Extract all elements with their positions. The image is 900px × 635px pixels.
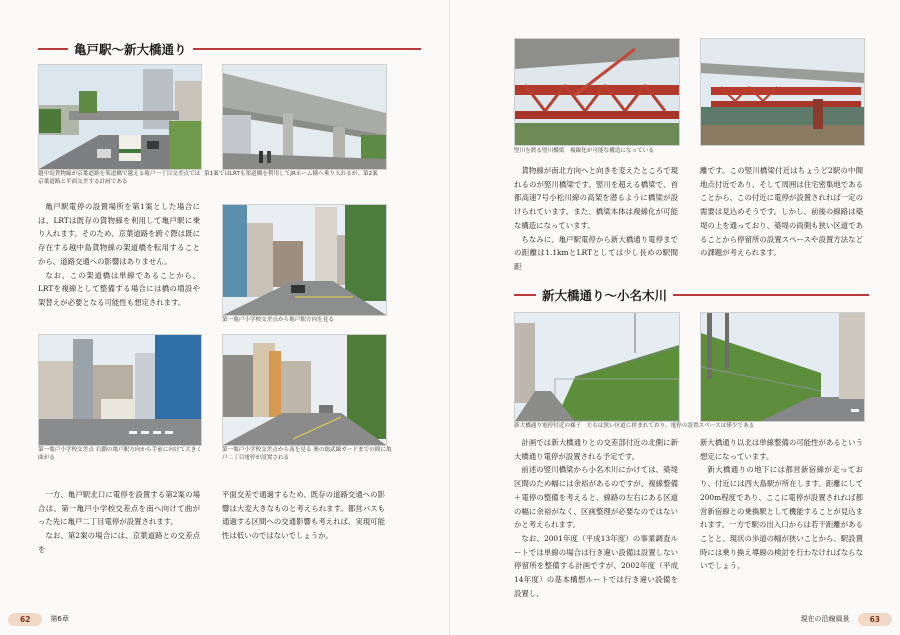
photo-school-intersection-south xyxy=(222,334,387,446)
chapter-label: 現在の沿線風景 xyxy=(800,615,850,623)
right-body-b xyxy=(700,164,863,260)
paragraph: 貨物線が南北方向へと向きを変えたところで現れるのが竪川橋梁です。竪川を超える橋梁で、首都高速7号小松川線の高架を潜るように橋梁が設けられています。また、橋梁本体は複線化が可能な構造になっています。 xyxy=(514,166,678,230)
paragraph: なお、この架道橋は単線であることから、LRTを複線として整備する場合には橋の増設や架替えが必要となる可能性も想定されます。 xyxy=(38,270,200,307)
left-section-title-text: 亀戸駅〜新大橋通り xyxy=(74,42,187,57)
paragraph: 新大橋通り以北は単線整備の可能性があるという想定になっています。 xyxy=(700,438,863,461)
paragraph: 一方、亀戸駅北口に電停を設置する第2案の場合は、第一亀戸小学校交差点を南へ向けて曲がった先に亀戸二丁目電停が設置されます。 xyxy=(38,490,200,527)
paragraph: なお、2001年度（平成13年度）の事業調査ルートでは単線の場合は行き違い設備は設置しない停留所を整備する計画ですが、2002年度（平成14年度）の基本構想ルートでは行き違い設備を設置し、 xyxy=(514,533,678,598)
photo-tategawa-bridge xyxy=(514,38,680,146)
title-rule-left xyxy=(514,294,536,296)
page-number: 63 xyxy=(858,613,892,626)
photo-bridge-river xyxy=(700,38,865,146)
title-rule-right xyxy=(673,294,869,296)
paragraph: 平面交差で通過するため、既存の道路交通への影響は大変大きなものと考えられます。都営バスも通過する区間への交通影響も考えれば、実現可能性は低いのではないでしょうか。 xyxy=(222,490,385,541)
right-body-c xyxy=(514,436,678,600)
left-body-c xyxy=(222,488,385,543)
photo-school-intersection xyxy=(38,334,202,446)
right-section-title xyxy=(514,286,869,304)
paragraph: 新大橋通りの地下には都営新宿線が走っており、付近には西大島駅が所在します。距離にして200m程度であり、ここに電停が設置されれば都営新宿線との乗換駅として機能することが見込まれます。一方で駅の出入口からは若干距離があることと、現状の歩道の幅が狭いことから、駅設置時には乗り換え導線の検討を行わなければならないでしょう。 xyxy=(700,465,863,571)
paragraph: 亀戸駅電停の設置場所を第1案とした場合には、LRTは既存の貨物線を利用して亀戸駅に乗り入れます。そのため、京葉道路を跨ぐ際は既に存在する越中島貨物線の架道橋を転用することから、道路交通への影響はありません。 xyxy=(38,202,200,266)
left-footer xyxy=(8,611,69,627)
right-page xyxy=(450,0,900,635)
photo-kyoyo-road xyxy=(38,64,202,170)
left-section-title xyxy=(38,40,421,58)
left-body-a xyxy=(38,200,200,310)
photo-school-intersection-north xyxy=(222,204,387,316)
paragraph: なお、第2案の場合には、京葉道路との交差点を xyxy=(38,531,200,554)
paragraph: 離です。この竪川橋梁付近はちょうど2駅の中間地点付近であり、そして周囲は住宅密集地であることから、この付近に電停が設置されれば一定の需要は見込めそうです。しかし、前後の線路は築堤の上を通っており、築堤の両側も狭い区道であることから停留所の設置スペースや設置方法などの課題が考えられます。 xyxy=(700,166,863,258)
photo-embankment xyxy=(514,312,680,422)
page-number: 62 xyxy=(8,613,42,626)
right-section-title-text: 新大橋通り〜小名木川 xyxy=(542,288,668,303)
photo-embankment-road xyxy=(700,312,865,422)
caption-photo-6: 竪川を渡る竪川橋梁 複線化が可能な構造になっている xyxy=(514,148,654,154)
caption-photo-4: 第一亀戸小学校交差点 右側の亀戸駅方向から手前に向けて大きく曲がる xyxy=(38,447,202,461)
caption-photo-2: 第1案ではLRTも架道橋を利用してJRホーム横へ乗り入れるが、第2案 xyxy=(204,171,378,177)
paragraph: ちなみに、亀戸駅電停から新大橋通り電停までの距離は1.1kmとLRTとしては少し長めの駅間距 xyxy=(514,234,678,271)
caption-photo-3: 第一亀戸小学校交差点から亀戸駅方向を見る xyxy=(222,317,334,323)
caption-photo-8: 新大橋通り電停付近の様子 左右は狭い区道に挟まれており、電停の設置スペースは僅少である xyxy=(514,423,755,429)
paragraph: 前述の竪川橋梁から小名木川にかけては、築堤区間のため幅には余裕があるのですが、複線整備＋電停の整備を考えると、線路の左右にある区道の幅に余裕がなく、区画整理が必要なのではないかと考えられます。 xyxy=(514,465,678,530)
title-rule-right xyxy=(193,48,421,50)
chapter-label: 第6章 xyxy=(50,615,69,623)
caption-photo-5: 第一亀戸小学校交差点から南を見る 奥の総武線ガードまでの間に亀戸二丁目電停が設置される xyxy=(222,447,392,461)
left-body-b xyxy=(38,488,200,557)
title-rule-left xyxy=(38,48,68,50)
right-body-a xyxy=(514,164,678,274)
caption-photo-1: 越中島貨物線が京葉道路を架道橋で越える亀戸一丁目交差点では京葉道路と平面交差する計画である xyxy=(38,171,201,185)
paragraph: 計画では新大橋通りとの交差部付近の北側に新大橋通り電停が設置される予定です。 xyxy=(514,438,678,461)
photo-viaduct xyxy=(222,64,387,170)
right-footer xyxy=(801,611,892,627)
right-body-d xyxy=(700,436,863,573)
